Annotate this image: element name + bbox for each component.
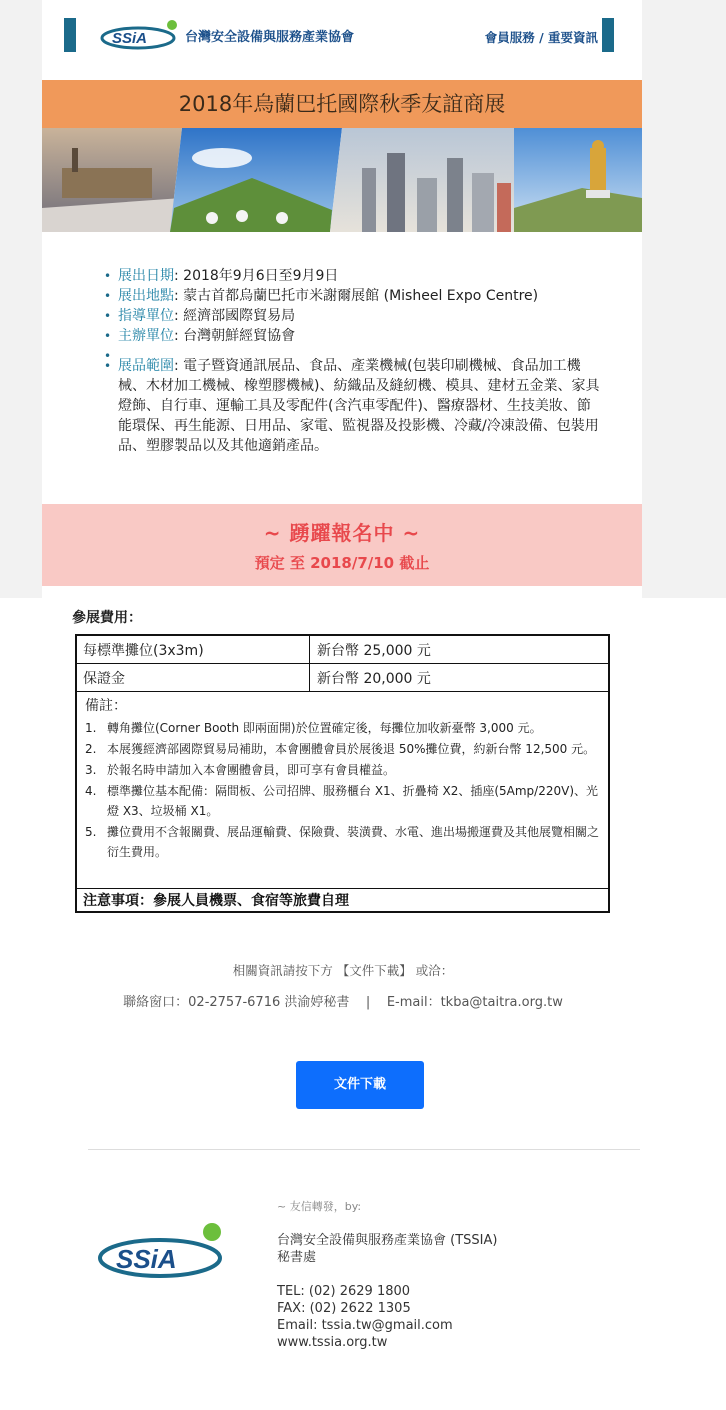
table-row: [77, 664, 608, 692]
attention-note: 注意事項：參展人員機票、食宿等旅費自理: [83, 893, 349, 909]
notes-title: 備註：: [85, 698, 127, 714]
tssia-logo[interactable]: [98, 18, 188, 52]
event-details: [104, 266, 604, 456]
footer-org: 台灣安全設備與服務產業協會 (TSSIA): [277, 1233, 498, 1248]
footer-via: ~ 友信轉發，by:: [277, 1200, 362, 1213]
footer-logo-text: SSiA: [116, 1244, 177, 1274]
fee-price: 新台幣 20,000 元: [317, 671, 431, 687]
footer-fax: FAX: (02) 2622 1305: [277, 1301, 411, 1316]
registration-deadline: 預定 至 2018/7/10 截止: [254, 554, 430, 572]
fee-item: 每標準攤位(3x3m): [83, 643, 204, 659]
content-card: [42, 0, 642, 598]
download-button[interactable]: 文件下載: [296, 1061, 424, 1109]
table-row: [77, 636, 608, 664]
footer-tel: TEL: (02) 2629 1800: [277, 1284, 411, 1299]
fees-table: [75, 634, 610, 913]
nav-links[interactable]: 會員服務 / 重要資訊: [484, 30, 598, 45]
detail-venue: • 展出地點: 蒙古首都烏蘭巴托市米謝爾展館 (Misheel Expo Centre): [104, 286, 604, 306]
contact-details[interactable]: 聯絡窗口：02-2757-6716 洪渝婷秘書 | E-mail：tkba@taitra.org.tw: [123, 995, 563, 1010]
footer-info: [277, 1198, 497, 1351]
footer-dept: 秘書處: [277, 1250, 317, 1265]
registration-headline: ~ 踴躍報名中 ~: [263, 521, 421, 545]
note-item: 2. 本展獲經濟部國際貿易局補助，本會團體會員於展後退 50%攤位費，約新台幣 12,500 元。: [85, 742, 596, 756]
contact-intro: 相關資訊請按下方 【文件下載】 或洽：: [232, 963, 454, 978]
registration-banner: [42, 504, 642, 586]
detail-organizer: • 主辦單位: 台灣朝鮮經貿協會: [104, 326, 604, 346]
detail-supervisor: • 指導單位: 經濟部國際貿易局: [104, 306, 604, 326]
logo-text: SSiA: [112, 30, 148, 47]
header-accent-left: [64, 18, 76, 52]
event-title: 2018年烏蘭巴托國際秋季友誼商展: [42, 80, 642, 128]
fee-notes: [77, 692, 608, 889]
detail-date: • 展出日期: 2018年9月6日至9月9日: [104, 266, 604, 286]
footer-logo[interactable]: [96, 1222, 236, 1284]
header: [42, 0, 642, 80]
detail-exhibits: • 展品範圍: 電子暨資通訊展品、食品、產業機械(包裝印刷機械、食品加工機械、木材加工機械、橡塑膠機械)、紡織品及縫紉機、模具、建材五金業、家具燈飾、自行車、運輸工具及零配件(含汽車零配件)、醫療器材、生技美妝、節能環保、再生能源、日用品、家電、監視器及投影機、冷藏/冷凍設備、包裝用品、塑膠製品以及其他適銷產品。: [104, 356, 604, 456]
fee-item: 保證金: [83, 671, 125, 687]
org-name: 台灣安全設備與服務產業協會: [185, 30, 355, 45]
divider: [88, 1149, 640, 1150]
footer-email[interactable]: Email: tssia.tw@gmail.com: [277, 1318, 453, 1333]
fees-title: 參展費用：: [72, 610, 142, 626]
header-accent-right: [602, 18, 614, 52]
banner-image: [42, 128, 642, 232]
note-item: 5. 攤位費用不含報關費、展品運輸費、保險費、裝潢費、水電、進出場搬運費及其他展覽相關之衍生費用。: [85, 825, 600, 859]
note-item: 4. 標準攤位基本配備：隔間板、公司招牌、服務櫃台 X1、折疊椅 X2、插座(5Amp/220V)、光燈 X3、垃圾桶 X1。: [85, 784, 599, 818]
footer-website[interactable]: www.tssia.org.tw: [277, 1335, 388, 1350]
fee-price: 新台幣 25,000 元: [317, 643, 431, 659]
note-item: 1. 轉角攤位(Corner Booth 即兩面開)於位置確定後，每攤位加收新臺幣 3,000 元。: [85, 721, 542, 735]
note-item: 3. 於報名時申請加入本會團體會員，即可享有會員權益。: [85, 763, 396, 777]
